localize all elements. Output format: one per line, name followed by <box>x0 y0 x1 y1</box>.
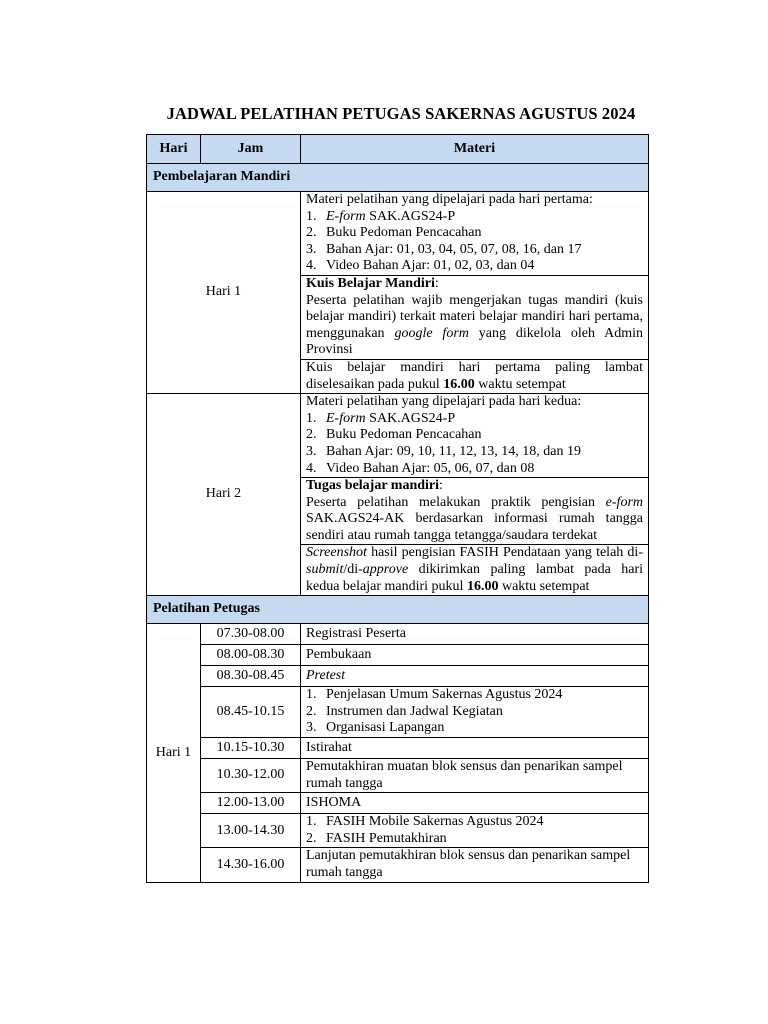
task-cell: Kuis Belajar Mandiri: Peserta pelatihan wajib mengerjakan tugas mandiri (kuis belajar mandiri) terkait materi belajar mandiri hari pertama, menggunakan google form yang dikelola oleh Admin Provinsi <box>301 275 649 359</box>
materi-cell <box>301 687 649 738</box>
list-item: 1. Penjelasan Umum Sakernas Agustus 2024 <box>306 687 563 703</box>
table-row <box>147 394 649 478</box>
materi-list <box>306 814 643 847</box>
section-row-mandiri <box>147 164 649 192</box>
list-item: 2. FASIH Pemutakhiran <box>306 830 447 846</box>
materi-cell: Registrasi Peserta <box>301 624 649 645</box>
materi-cell: Pembukaan <box>301 645 649 666</box>
section-title: Pelatihan Petugas <box>147 596 649 624</box>
list-item: 3. Bahan Ajar: 09, 10, 11, 12, 13, 14, 18, dan 19 <box>306 443 581 459</box>
list-item: 2. Buku Pedoman Pencacahan <box>306 427 482 443</box>
time-cell: 08.30-08.45 <box>201 666 301 687</box>
table-row <box>147 666 649 687</box>
table-row <box>147 848 649 882</box>
task-text: Peserta pelatihan wajib mengerjakan tugas mandiri (kuis belajar mandiri) terkait materi belajar mandiri hari pertama, menggunakan google form yang dikelola oleh Admin Provinsi <box>306 292 644 358</box>
document-title: JADWAL PELATIHAN PETUGAS SAKERNAS AGUSTUS 2024 <box>166 104 636 123</box>
table-row <box>147 624 649 645</box>
time-cell: 08.45-10.15 <box>201 687 301 738</box>
day-cell: Hari 2 <box>147 394 301 596</box>
materi-cell: Pretest <box>301 666 649 687</box>
table-row <box>147 192 649 276</box>
deadline-cell: Kuis belajar mandiri hari pertama paling lambat diselesaikan pada pukul 16.00 waktu setempat <box>301 359 649 393</box>
materi-list <box>306 687 643 737</box>
materi-cell <box>301 814 649 848</box>
materi-intro: Materi pelatihan yang dipelajari pada hari pertama: <box>306 192 593 207</box>
task-text: Peserta pelatihan melakukan praktik pengisian e-form SAK.AGS24-AK berdasarkan informasi rumah tangga sendiri atau rumah tangga tetangga/saudara terdekat <box>306 494 643 543</box>
table-row <box>147 814 649 848</box>
materi-list <box>306 209 643 275</box>
time-cell: 13.00-14.30 <box>201 814 301 848</box>
task-cell: Tugas belajar mandiri: Peserta pelatihan melakukan praktik pengisian e-form SAK.AGS24-AK berdasarkan informasi rumah tangga sendiri atau rumah tangga tetangga/saudara terdekat <box>301 478 649 545</box>
day-cell: Hari 1 <box>147 624 201 882</box>
table-header-row <box>147 135 649 164</box>
materi-cell <box>301 192 649 276</box>
table-row <box>147 738 649 759</box>
materi-cell: Lanjutan pemutakhiran blok sensus dan penarikan sampel rumah tangga <box>301 848 649 882</box>
materi-cell: Istirahat <box>301 738 649 759</box>
table-row <box>147 687 649 738</box>
section-title: Pembelajaran Mandiri <box>147 164 649 192</box>
list-item: 2. Instrumen dan Jadwal Kegiatan <box>306 703 503 719</box>
materi-intro: Materi pelatihan yang dipelajari pada hari kedua: <box>306 394 582 410</box>
time-cell: 10.30-12.00 <box>201 759 301 793</box>
time-cell: 10.15-10.30 <box>201 738 301 759</box>
time-cell: 08.00-08.30 <box>201 645 301 666</box>
section-row-pelatihan <box>147 596 649 624</box>
list-item: 1. E-form SAK.AGS24-P <box>306 410 456 426</box>
list-item: 1. FASIH Mobile Sakernas Agustus 2024 <box>306 814 544 830</box>
time-cell: 12.00-13.00 <box>201 793 301 814</box>
table-row <box>147 793 649 814</box>
materi-cell: ISHOMA <box>301 793 649 814</box>
task-title: Kuis Belajar Mandiri <box>306 275 435 291</box>
list-item: 4. Video Bahan Ajar: 05, 06, 07, dan 08 <box>306 460 535 476</box>
header-jam: Jam <box>201 135 301 164</box>
list-item: 1. E-form SAK.AGS24-P <box>306 208 456 224</box>
schedule-table <box>146 134 649 883</box>
deadline-cell: Screenshot hasil pengisian FASIH Pendataan yang telah di-submit/di-approve dikirimkan paling lambat pada hari kedua belajar mandiri pukul 16.00 waktu setempat <box>301 545 649 596</box>
materi-cell: Pemutakhiran muatan blok sensus dan penarikan sampel rumah tangga <box>301 759 649 793</box>
list-item: 2. Buku Pedoman Pencacahan <box>306 225 482 241</box>
day-cell: Hari 1 <box>147 192 301 394</box>
time-cell: 14.30-16.00 <box>201 848 301 882</box>
materi-cell <box>301 394 649 478</box>
list-item: 4. Video Bahan Ajar: 01, 02, 03, dan 04 <box>306 258 535 274</box>
table-row <box>147 645 649 666</box>
list-item: 3. Organisasi Lapangan <box>306 720 445 736</box>
header-materi: Materi <box>301 135 649 164</box>
table-row <box>147 759 649 793</box>
time-cell: 07.30-08.00 <box>201 624 301 645</box>
task-title: Tugas belajar mandiri <box>306 478 440 494</box>
list-item: 3. Bahan Ajar: 01, 03, 04, 05, 07, 08, 16, dan 17 <box>306 241 582 257</box>
materi-list <box>306 411 643 477</box>
header-hari: Hari <box>147 135 201 164</box>
